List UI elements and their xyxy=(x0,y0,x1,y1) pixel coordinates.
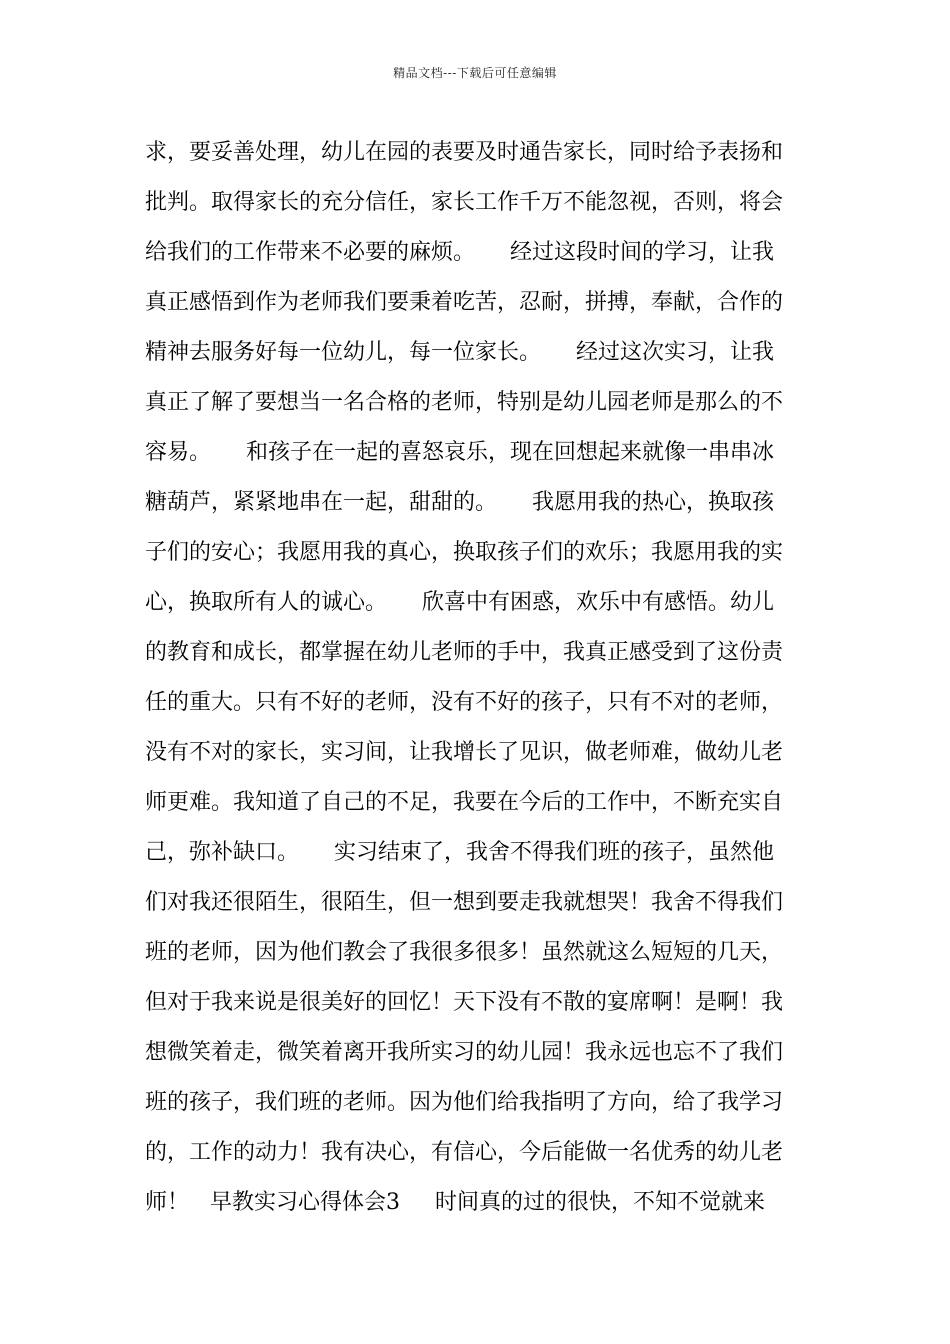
text-line: 想微笑着走，微笑着离开我所实习的幼儿园！我永远也忘不了我们 xyxy=(145,1040,784,1065)
text-line: 容易。 和孩子在一起的喜怒哀乐，现在回想起来就像一串串冰 xyxy=(145,440,774,465)
text-line: 的，工作的动力！我有决心，有信心，今后能做一名优秀的幼儿老 xyxy=(145,1140,784,1165)
text-line: 班的孩子，我们班的老师。因为他们给我指明了方向，给了我学习 xyxy=(145,1090,784,1115)
text-line: 心，换取所有人的诚心。 欣喜中有困惑，欢乐中有感悟。幼儿 xyxy=(145,590,774,615)
text-line: 真正感悟到作为老师我们要秉着吃苦，忍耐，拼搏，奉献，合作的 xyxy=(145,290,784,315)
text-line: 的教育和成长，都掌握在幼儿老师的手中，我真正感受到了这份责 xyxy=(145,640,784,665)
text-line: 求，要妥善处理，幼儿在园的表要及时通告家长，同时给予表扬和 xyxy=(145,140,784,165)
text-line: 但对于我来说是很美好的回忆！天下没有不散的宴席啊！是啊！我 xyxy=(145,990,784,1015)
text-line: 任的重大。只有不好的老师，没有不好的孩子，只有不对的老师， xyxy=(145,690,784,715)
text-line: 们对我还很陌生，很陌生，但一想到要走我就想哭！我舍不得我们 xyxy=(145,890,784,915)
text-line: 师！ 早教实习心得体会3 时间真的过的很快，不知不觉就来 xyxy=(145,1190,765,1215)
text-line: 精神去服务好每一位幼儿，每一位家长。 经过这次实习，让我 xyxy=(145,340,774,365)
text-line: 没有不对的家长，实习间，让我增长了见识，做老师难，做幼儿老 xyxy=(145,740,784,765)
text-line: 己，弥补缺口。 实习结束了，我舍不得我们班的孩子，虽然他 xyxy=(145,840,774,865)
text-line: 师更难。我知道了自己的不足，我要在今后的工作中，不断充实自 xyxy=(145,790,784,815)
text-line: 给我们的工作带来不必要的麻烦。 经过这段时间的学习，让我 xyxy=(145,240,774,265)
page-header: 精品文档---下载后可任意编辑 xyxy=(393,66,557,80)
body-text xyxy=(145,128,810,1228)
text-line: 班的老师，因为他们教会了我很多很多！虽然就这么短短的几天， xyxy=(145,940,784,965)
text-line: 真正了解了要想当一名合格的老师，特别是幼儿园老师是那么的不 xyxy=(145,390,784,415)
text-line: 批判。取得家长的充分信任，家长工作千万不能忽视，否则，将会 xyxy=(145,190,784,215)
text-line: 糖葫芦，紧紧地串在一起，甜甜的。 我愿用我的热心，换取孩 xyxy=(145,490,774,515)
text-line: 子们的安心；我愿用我的真心，换取孩子们的欢乐；我愿用我的实 xyxy=(145,540,784,565)
